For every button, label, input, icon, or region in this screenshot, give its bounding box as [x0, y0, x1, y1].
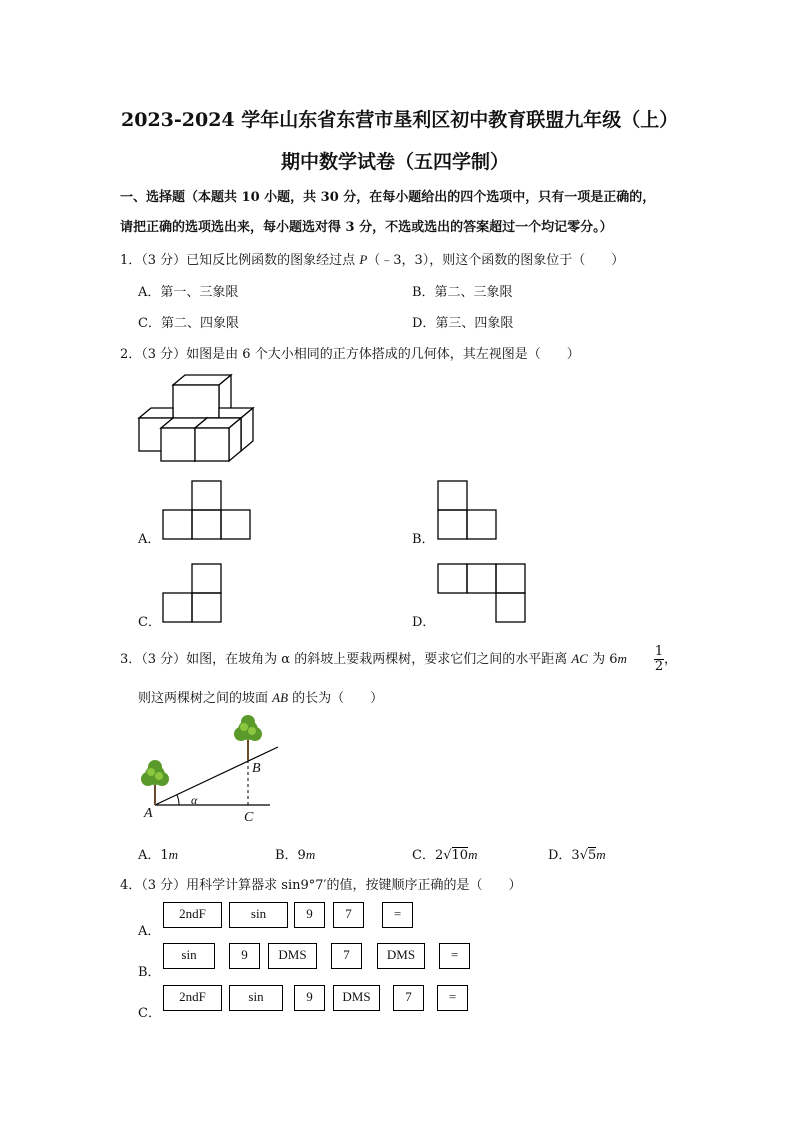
q1-option-a[interactable]: A．第一、三象限: [138, 285, 239, 300]
q4-c-key-3: 9: [294, 985, 325, 1011]
q3-line2-part-a: 则这两棵树之间的坡面: [138, 691, 273, 706]
q1-stem-part-a: 1．（3 分）已知反比例函数的图象经过点: [120, 253, 360, 268]
q4-a-key-5: =: [382, 902, 413, 928]
section-heading-line-2: 请把正确的选项选出来，每小题选对得 3 分，不选或选出的答案超过一个均记零分。）: [120, 220, 613, 235]
q3-label-c: C: [244, 810, 254, 825]
q2-option-b-view: [437, 480, 499, 540]
q3-option-d[interactable]: [548, 844, 606, 863]
q3-option-c-sqrt-icon: √: [443, 848, 452, 863]
q4-option-c-label[interactable]: C．: [138, 1006, 161, 1021]
q1-point-p: P: [359, 252, 368, 267]
q4-c-key-1: 2ndF: [163, 985, 222, 1011]
q2-option-d-label[interactable]: D．: [412, 615, 436, 630]
q3-stem-part-a: 3．（3 分）如图，在坡角为 α 的斜坡上要栽两棵树，要求它们之间的水平距离: [120, 652, 572, 667]
q1-option-b[interactable]: B．第二、三象限: [412, 285, 513, 300]
q4-a-key-1: 2ndF: [163, 902, 222, 928]
q3-option-c[interactable]: [412, 844, 477, 863]
q4-c-key-6: =: [437, 985, 468, 1011]
q3-line2-part-b: 的长为（ ）: [288, 691, 384, 706]
q3-option-b-unit: m: [305, 847, 316, 862]
q3-label-b: B: [252, 761, 261, 776]
q4-a-key-2: sin: [229, 902, 288, 928]
q3-option-d-radicand: 5: [588, 848, 597, 863]
q3-option-a[interactable]: [138, 844, 178, 863]
question-1-stem: [120, 249, 624, 268]
q4-b-key-3: DMS: [268, 943, 317, 969]
q3-option-d-sqrt-icon: √: [579, 848, 588, 863]
q3-stem-part-b: 为 6: [587, 652, 618, 667]
question-3-stem-line-1: [120, 648, 627, 667]
q2-option-b-label[interactable]: B．: [412, 532, 435, 547]
q1-option-c[interactable]: C．第二、四象限: [138, 316, 239, 331]
q3-fraction-numerator: 1: [654, 644, 664, 659]
q1-option-d[interactable]: D．第三、四象限: [412, 316, 514, 331]
q4-b-key-2: 9: [229, 943, 260, 969]
q3-option-d-value: D．3: [548, 848, 580, 863]
q3-option-c-value: C．2: [412, 848, 444, 863]
q3-label-a: A: [144, 806, 153, 821]
q3-option-c-radicand: 10: [451, 848, 469, 863]
q3-option-b-value: B．9: [275, 848, 306, 863]
q4-c-key-5: 7: [393, 985, 424, 1011]
q3-option-c-unit: m: [468, 847, 478, 862]
q4-c-key-2: sin: [229, 985, 283, 1011]
q3-option-d-unit: m: [596, 847, 606, 862]
question-3-stem-line-2: [138, 687, 383, 706]
section-heading-line-1: 一、选择题（本题共 10 小题，共 30 分，在每小题给出的四个选项中，只有一项是正确的，: [120, 190, 656, 205]
cube-stack-figure: [130, 370, 260, 466]
q4-a-key-3: 9: [294, 902, 325, 928]
q3-option-b[interactable]: [275, 844, 315, 863]
q3-label-alpha: α: [191, 793, 198, 807]
q1-stem-part-b: （﹣3，3），则这个函数的图象位于（ ）: [367, 253, 625, 268]
question-2-stem: 2．（3 分）如图是由 6 个大小相同的正方体搭成的几何体，其左视图是（ ）: [120, 347, 580, 362]
q2-option-c-view: [162, 563, 224, 623]
q4-a-key-4: 7: [333, 902, 364, 928]
q3-comma: ，: [664, 652, 678, 667]
q4-c-key-4: DMS: [333, 985, 380, 1011]
q4-b-key-1: sin: [163, 943, 215, 969]
q3-fraction-denominator: 2: [654, 659, 664, 674]
q4-option-a-label[interactable]: A．: [138, 924, 161, 939]
q3-option-a-value: A．1: [138, 848, 169, 863]
q3-segment-ac: AC: [571, 651, 588, 666]
q4-b-key-6: =: [439, 943, 470, 969]
q2-option-d-view: [437, 563, 527, 623]
q4-b-key-5: DMS: [377, 943, 425, 969]
question-4-stem: 4．（3 分）用科学计算器求 sin9°7′的值，按键顺序正确的是（ ）: [120, 878, 522, 893]
q3-option-a-unit: m: [168, 847, 179, 862]
q4-option-b-label[interactable]: B．: [138, 965, 161, 980]
title-line-2: 期中数学试卷（五四学制）: [281, 151, 510, 173]
q4-b-key-4: 7: [331, 943, 362, 969]
q2-option-c-label[interactable]: C．: [138, 615, 161, 630]
q2-option-a-label[interactable]: A．: [138, 532, 161, 547]
q3-fraction: [654, 645, 664, 674]
q2-option-a-view: [162, 480, 252, 540]
q3-unit-m: m: [617, 651, 627, 666]
q3-segment-ab: AB: [272, 690, 289, 705]
title-line-1: 2023-2024 学年山东省东营市垦利区初中教育联盟九年级（上）: [121, 109, 679, 131]
